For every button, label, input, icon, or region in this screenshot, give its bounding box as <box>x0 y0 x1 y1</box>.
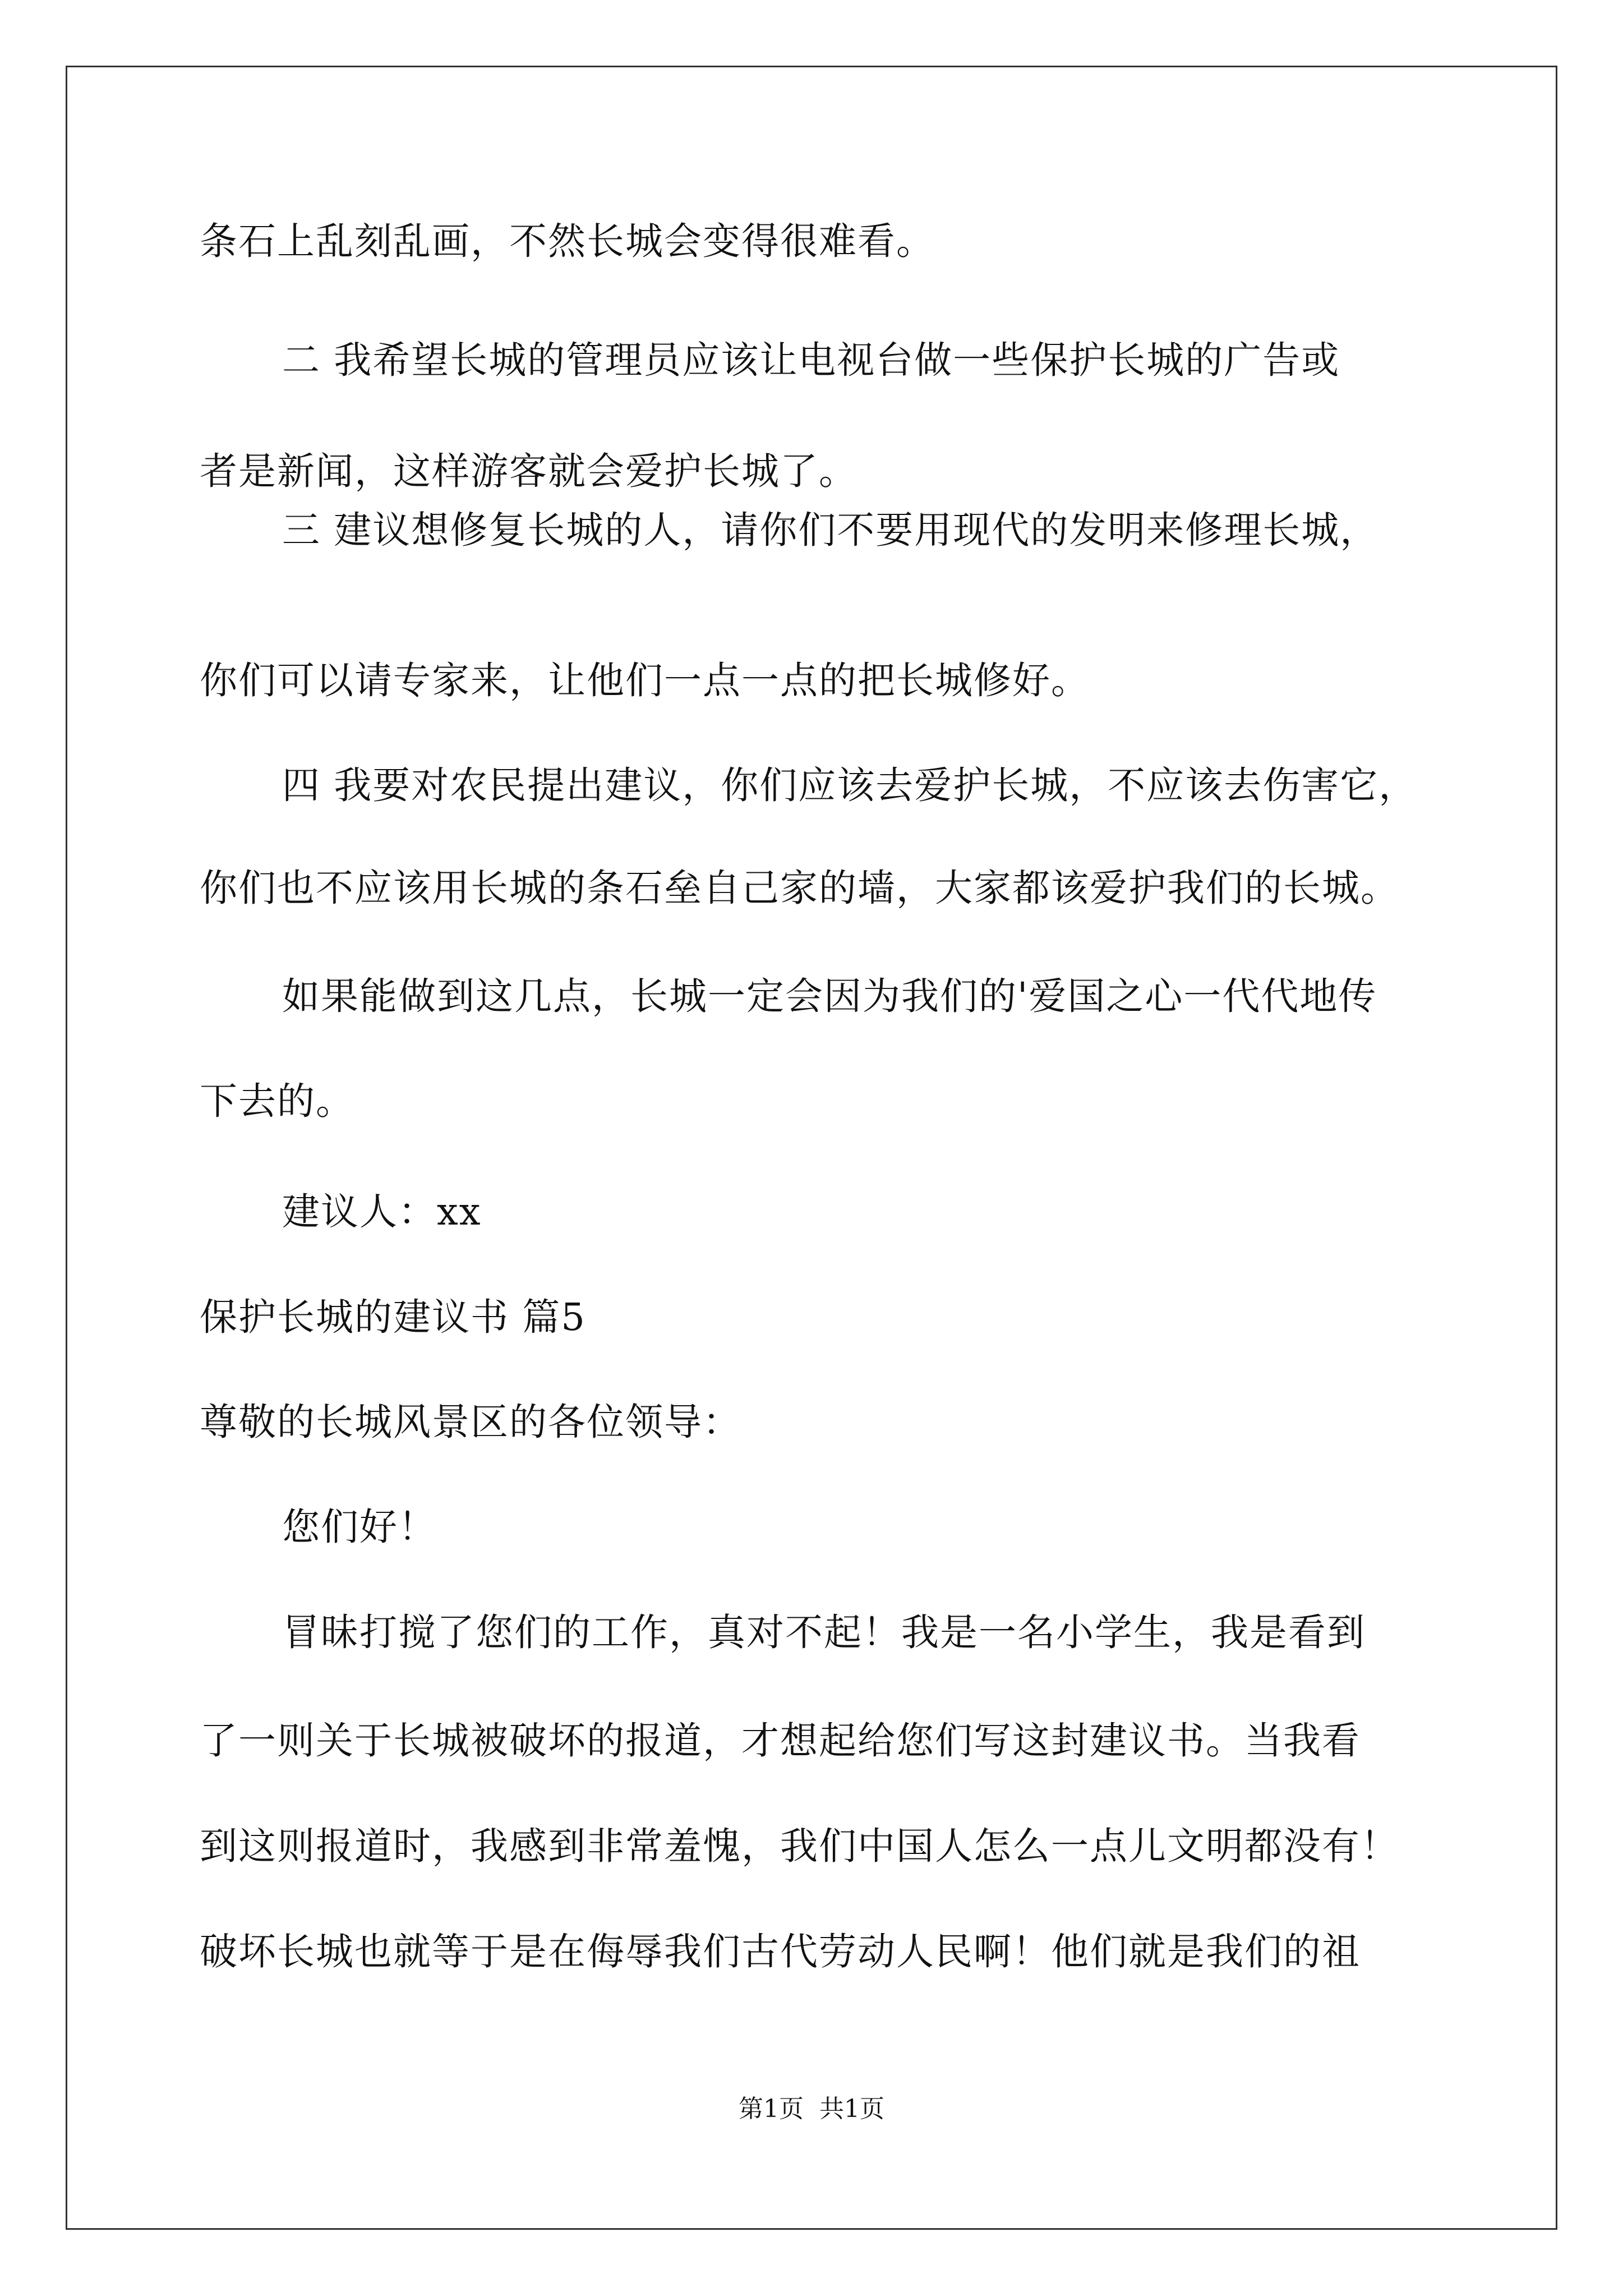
section-heading: 保护长城的建议书 篇5 <box>200 1295 586 1339</box>
body-line: 者是新闻，这样游客就会爱护长城了。 <box>200 449 857 493</box>
signature-line: 建议人：xx <box>282 1190 482 1234</box>
salutation: 尊敬的长城风景区的各位领导： <box>200 1400 741 1444</box>
body-line: 下去的。 <box>200 1079 354 1123</box>
body-line: 冒昧打搅了您们的工作，真对不起！我是一名小学生，我是看到 <box>282 1611 1366 1654</box>
body-line: 到这则报道时，我感到非常羞愧，我们中国人怎么一点儿文明都没有！ <box>200 1824 1399 1868</box>
body-line: 你们也不应该用长城的条石垒自己家的墙，大家都该爱护我们的长城。 <box>200 866 1399 910</box>
body-line: 三 建议想修复长城的人，请你们不要用现代的发明来修理长城， <box>282 508 1379 552</box>
page-border <box>66 66 1557 2230</box>
body-line: 二 我希望长城的管理员应该让电视台做一些保护长城的广告或 <box>282 338 1340 382</box>
body-line: 四 我要对农民提出建议，你们应该去爱护长城，不应该去伤害它， <box>282 763 1418 807</box>
body-line: 破坏长城也就等于是在侮辱我们古代劳动人民啊！他们就是我们的祖 <box>200 1930 1361 1973</box>
body-line: 了一则关于长城被破坏的报道，才想起给您们写这封建议书。当我看 <box>200 1719 1361 1763</box>
body-line: 你们可以请专家来，让他们一点一点的把长城修好。 <box>200 659 1090 702</box>
body-line: 如果能做到这几点，长城一定会因为我们的'爱国之心一代代地传 <box>282 974 1377 1018</box>
body-line: 条石上乱刻乱画，不然长城会变得很难看。 <box>200 219 935 263</box>
greeting: 您们好！ <box>282 1505 437 1549</box>
page-footer: 第1页 共1页 <box>739 2095 884 2123</box>
